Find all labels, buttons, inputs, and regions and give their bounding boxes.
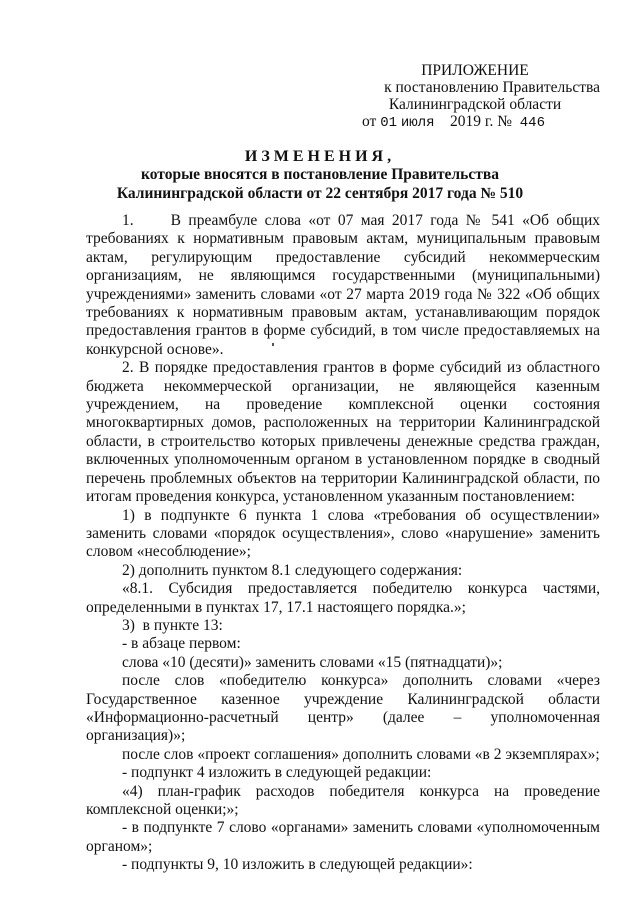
paragraph-1: 1. В преамбуле слова «от 07 мая 2017 года № 541 «Об общих требованиях к нормативным правовым актам, муниципальным правовым актам, регулирующим предоставление субсидий некоммерческим организациям, не являющимся государственными (муниципальными) учреждениями» заменить словами «от 27 марта 2019 года № 322 «Об общих требованиях к нормативным правовым актам, устанавливающим порядок предоставления грантов в форме субсидий, в том числе предоставляемых на конкурсной основе». [86,212,600,358]
paragraph-2: 2. В порядке предоставления грантов в форме субсидий из областного бюджета некоммерческой организации, не являющейся казенным учреждением, на проведение комплексной оценки состояния многоквартирных домов, расположенных на территории Калининградской области, в строительство которых привлечены денежные средства граждан, включенных уполномоченным органом в установленном порядке в сводный перечень проблемных объектов на территории Калининградской области, по итогам проведения конкурса, установленном указанным постановлением: [86,359,600,506]
paragraph-10: после слов «проект соглашения» дополнить словами «в 2 экземплярах»; [122,745,600,763]
appendix-line-2: к постановлению Правительства [384,79,600,96]
decree-day: 01 [380,115,398,131]
paragraph-5: «8.1. Субсидия предоставляется победителю конкурса частями, определенными в пунктах 17, 17.1 настоящего порядка.»; [86,580,600,616]
decree-date-number [362,113,545,131]
paragraph-7: - в абзаце первом: [122,635,241,653]
document-subtitle [40,165,600,203]
paragraph-6: 3) в пункте 13: [122,616,223,634]
paragraph-8: слова «10 (десяти)» заменить словами «15 (пятнадцати)»; [122,653,503,671]
decree-number: 446 [519,115,545,131]
decree-month: июля [400,115,435,131]
appendix-header [350,62,600,113]
appendix-line-3: Калининградской области [388,96,562,113]
document-title: ИЗМЕНЕНИЯ, [244,148,396,165]
paragraph-4: 2) дополнить пунктом 8.1 следующего содержания: [122,561,463,579]
paragraph-9: после слов «победителю конкурса» дополнить словами «через Государственное казенное учреждение Калининградской области «Информационно-расчетный центр» (далее – уполномоченная организация)»; [86,672,600,745]
decree-prefix: от [362,113,377,130]
decree-year-no: 2019 г. № [450,113,513,130]
paragraph-12: «4) план-график расходов победителя конкурса на проведение комплексной оценки;»; [86,782,600,818]
subtitle-line-2: Калининградской области от 22 сентября 2017 года № 510 [116,185,524,202]
paragraph-14: - подпункты 9, 10 изложить в следующей редакции»: [122,856,473,874]
paragraph-3: 1) в подпункте 6 пункта 1 слова «требования об осуществлении» заменить словами «порядок осуществления», слово «нарушение» заменить словом «несоблюдение»; [86,506,600,561]
paragraph-11: - подпункт 4 изложить в следующей редакции: [122,764,432,782]
paragraph-13: - в подпункте 7 слово «органами» заменить словами «уполномоченным органом»; [86,819,600,855]
document-body [86,212,600,875]
appendix-label: ПРИЛОЖЕНИЕ [421,62,529,79]
subtitle-line-1: которые вносятся в постановление Правительства [141,166,499,183]
